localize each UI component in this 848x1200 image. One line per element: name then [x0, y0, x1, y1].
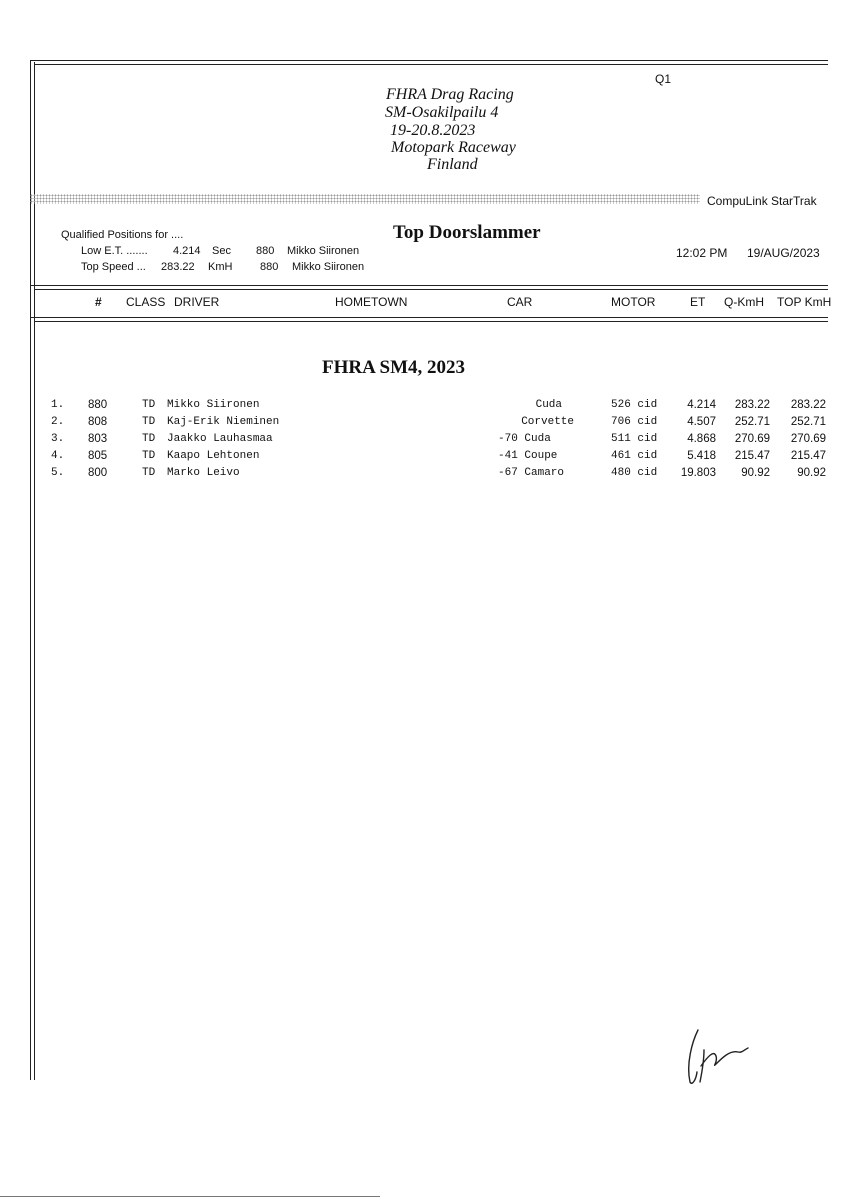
left-border — [30, 60, 31, 1080]
row-topkmh: 215.47 — [790, 450, 826, 462]
row-pos: 3. — [51, 433, 65, 445]
left-border-inner — [34, 62, 35, 1080]
top-speed-label: Top Speed ... — [81, 261, 146, 273]
row-driver: Marko Leivo — [167, 467, 240, 479]
header-rule-bottom — [30, 317, 828, 318]
row-pos: 1. — [51, 399, 65, 411]
low-et-driver: Mikko Siironen — [287, 245, 360, 257]
row-number: 800 — [88, 467, 108, 479]
row-motor: 461 cid — [611, 450, 658, 462]
row-et: 4.868 — [687, 433, 716, 445]
row-qkmh: 252.71 — [734, 416, 770, 428]
row-motor: 706 cid — [611, 416, 658, 428]
top-speed-driver: Mikko Siironen — [292, 261, 365, 273]
col-class: CLASS — [126, 295, 166, 309]
row-topkmh: 270.69 — [790, 433, 826, 445]
row-qkmh: 90.92 — [741, 467, 770, 479]
row-car: Cuda — [535, 399, 562, 411]
row-car: -67 Camaro — [498, 467, 565, 479]
col-et: ET — [690, 295, 706, 309]
top-speed-number: 880 — [260, 261, 279, 273]
low-et-number: 880 — [256, 245, 275, 257]
row-number: 880 — [88, 399, 108, 411]
header-rule-top — [30, 285, 828, 286]
row-class: TD — [142, 467, 156, 479]
row-driver: Jaakko Lauhasmaa — [167, 433, 273, 445]
row-et: 5.418 — [687, 450, 716, 462]
event-country: Finland — [427, 156, 478, 173]
row-et: 19.803 — [680, 467, 716, 479]
col-motor: MOTOR — [611, 295, 656, 309]
row-motor: 480 cid — [611, 467, 658, 479]
row-class: TD — [142, 433, 156, 445]
low-et-unit: Sec — [212, 245, 231, 257]
col-pos: # — [95, 295, 102, 309]
row-et: 4.507 — [687, 416, 716, 428]
timing-system: CompuLink StarTrak — [707, 194, 817, 208]
row-car: Corvette — [521, 416, 574, 428]
row-pos: 5. — [51, 467, 65, 479]
low-et-value: 4.214 — [173, 245, 201, 257]
top-speed-unit: KmH — [208, 261, 233, 273]
col-car: CAR — [507, 295, 533, 309]
top-border — [30, 60, 828, 61]
report-date: 19/AUG/2023 — [747, 246, 820, 260]
row-qkmh: 283.22 — [734, 399, 770, 411]
event-organization: FHRA Drag Racing — [386, 86, 514, 103]
row-driver: Kaapo Lehtonen — [167, 450, 260, 462]
row-driver: Kaj-Erik Nieminen — [167, 416, 280, 428]
header-rule-top-2 — [34, 289, 828, 290]
row-qkmh: 270.69 — [734, 433, 770, 445]
col-topkmh: TOP KmH — [777, 295, 832, 309]
top-border-inner — [34, 64, 828, 65]
low-et-label: Low E.T. ....... — [81, 245, 148, 257]
header-rule-bottom-2 — [34, 321, 828, 322]
row-qkmh: 215.47 — [734, 450, 770, 462]
table-row — [0, 398, 848, 415]
bottom-line — [0, 1196, 380, 1197]
group-title: FHRA SM4, 2023 — [322, 357, 466, 378]
row-number: 805 — [88, 450, 108, 462]
row-car: -70 Cuda — [498, 433, 551, 445]
report-heading: Qualified Positions for .... — [61, 229, 184, 241]
event-name: SM-Osakilpailu 4 — [385, 104, 499, 121]
top-speed-value: 283.22 — [161, 261, 195, 273]
report-time: 12:02 PM — [676, 246, 728, 260]
row-class: TD — [142, 399, 156, 411]
class-title: Top Doorslammer — [393, 222, 541, 243]
col-driver: DRIVER — [174, 295, 220, 309]
table-row — [0, 432, 848, 449]
row-number: 803 — [88, 433, 108, 445]
row-topkmh: 90.92 — [797, 467, 826, 479]
row-pos: 2. — [51, 416, 65, 428]
row-class: TD — [142, 450, 156, 462]
table-row — [0, 466, 848, 483]
row-number: 808 — [88, 416, 108, 428]
row-motor: 511 cid — [611, 433, 658, 445]
event-venue: Motopark Raceway — [391, 139, 516, 156]
row-pos: 4. — [51, 450, 65, 462]
table-row — [0, 415, 848, 432]
row-motor: 526 cid — [611, 399, 658, 411]
col-hometown: HOMETOWN — [335, 295, 408, 309]
table-row — [0, 449, 848, 466]
event-dates: 19-20.8.2023 — [390, 122, 476, 139]
row-driver: Mikko Siironen — [167, 399, 260, 411]
row-topkmh: 283.22 — [790, 399, 826, 411]
row-et: 4.214 — [687, 399, 716, 411]
dotted-band — [30, 194, 700, 204]
session-label: Q1 — [655, 72, 672, 86]
signature — [682, 1020, 762, 1090]
row-car: -41 Coupe — [498, 450, 558, 462]
col-qkmh: Q-KmH — [724, 295, 764, 309]
row-topkmh: 252.71 — [790, 416, 826, 428]
row-class: TD — [142, 416, 156, 428]
